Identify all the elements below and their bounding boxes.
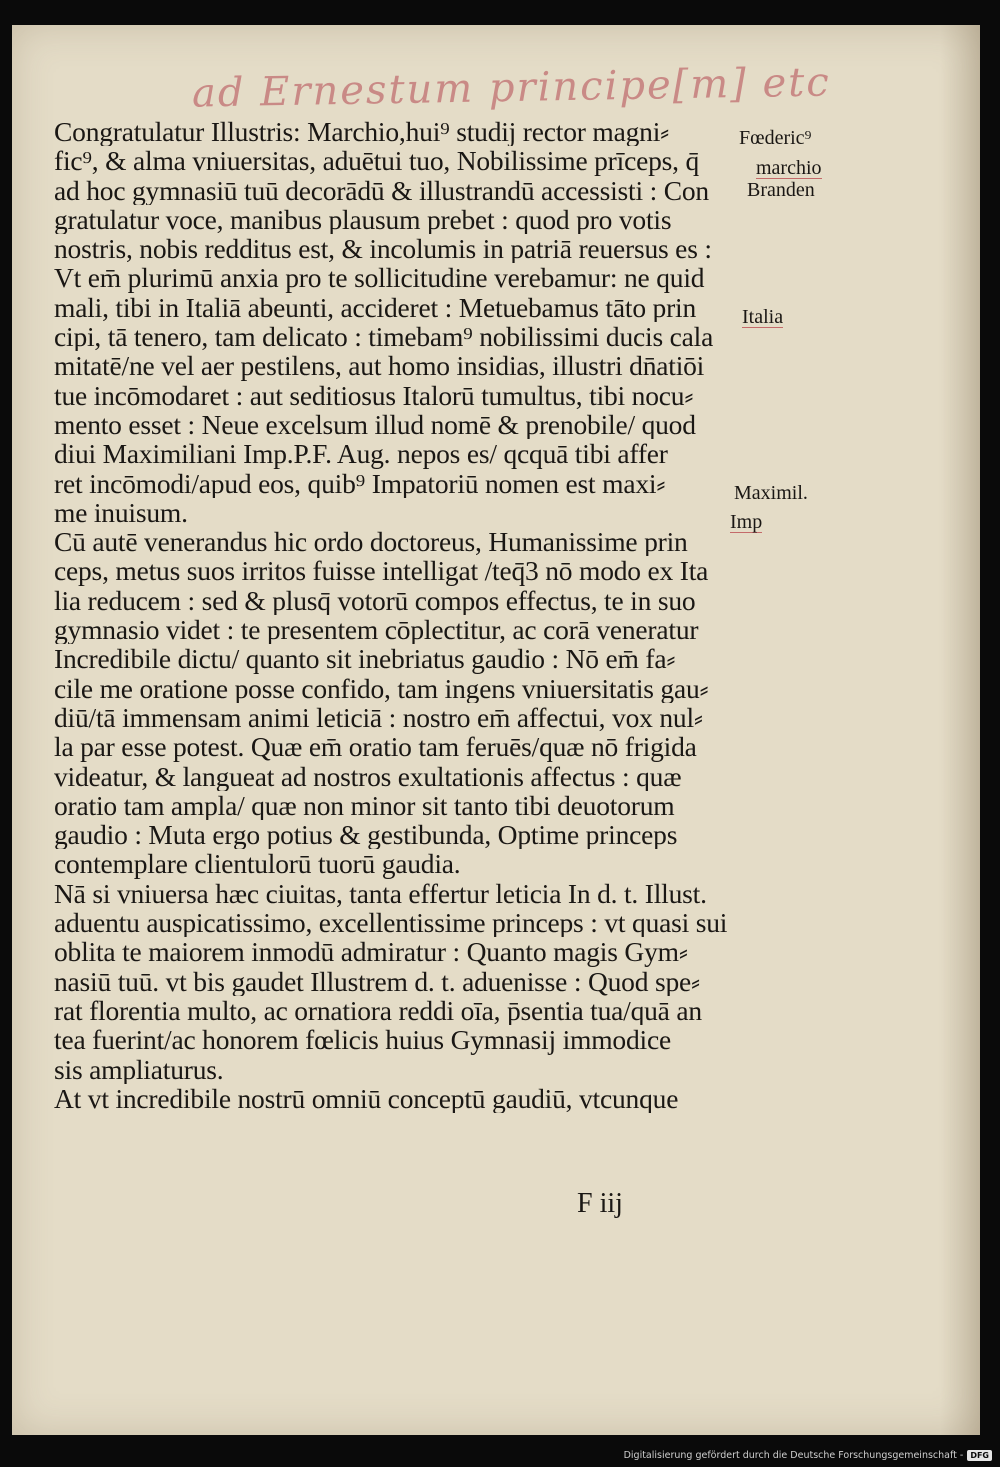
text-line: mali, tibi in Italiā abeunti, accideret : Metuebamus tāto prin [54, 292, 697, 323]
text-line: tea fuerint/ac honorem fœlicis huius Gymnasij immodice [54, 1025, 671, 1055]
margin-note-italia: Italia [742, 306, 784, 328]
text-line: me inuisum. [54, 497, 188, 528]
text-line: At vt incredibile nostrū omniū conceptū gaudiū, vtcunque [54, 1083, 679, 1114]
text-line: nostris, nobis redditus est, & incolumis in patriā reuersus es : [54, 234, 712, 264]
text-line: ret incōmodi/apud eos, quib⁹ Impatoriū nomen est maxi⸗ [54, 468, 666, 498]
text-line: ceps, metus suos irritos fuisse intelligat /teq̄3 nō modo ex Ita [54, 556, 709, 586]
text-line: mento esset : Neue excelsum illud nomē & prenobile/ quod [54, 409, 696, 440]
margin-note-imp: Imp [730, 511, 763, 533]
page-edge-shadow [940, 25, 980, 1435]
text-line: videatur, & langueat ad nostros exultationis affectus : quæ [54, 761, 682, 791]
body-text [54, 117, 774, 1113]
text-line: Cū autē venerandus hic ordo doctoreus, Humanissime prin [54, 527, 688, 557]
text-line: oblita te maiorem inmodū admiratur : Quanto magis Gym⸗ [54, 937, 688, 967]
text-line: tue incōmodaret : aut seditiosus Italorū tumultus, tibi nocu⸗ [54, 380, 694, 410]
margin-note-branden: Branden [747, 179, 815, 201]
text-line: ad hoc gymnasiū tuū decorādū & illustrandū accessisti : Con [54, 175, 709, 205]
text-line: sis ampliaturus. [54, 1054, 224, 1084]
footer-text: Digitalisierung gefördert durch die Deutsche Forschungsgemeinschaft - [623, 1450, 964, 1461]
dfg-logo-icon: DFG [967, 1450, 992, 1461]
text-line: aduentu auspicatissimo, excellentissime princeps : vt quasi sui [54, 908, 728, 938]
margin-note-marchio: marchio [756, 157, 822, 179]
text-line: cipi, tā tenero, tam delicato : timebam⁹ nobilissimi ducis cala [54, 322, 714, 352]
margin-note-maximil: Maximil. [734, 482, 808, 504]
text-line: gymnasio videt : te presentem cōplectitur, ac corā veneratur [54, 615, 699, 645]
signature-mark: F iij [577, 1188, 623, 1219]
text-line: diū/tā immensam animi leticiā : nostro em̄ affectui, vox nul⸗ [54, 702, 703, 733]
text-line: lia reducem : sed & plusq̄ votorū compos effectus, te in suo [54, 585, 696, 616]
text-line: cile me oratione posse confido, tam ingens vniuersitatis gau⸗ [54, 673, 709, 703]
text-line: contemplare clientulorū tuorū gaudia. [54, 849, 461, 879]
book-page [12, 25, 980, 1435]
handwritten-heading: ad Ernestum principe[m] etc [191, 59, 832, 117]
text-line: Congratulatur Illustris: Marchio,hui⁹ studij rector magni⸗ [54, 117, 670, 147]
text-line: mitatē/ne vel aer pestilens, aut homo insidias, illustri dn̄atiōi [54, 351, 705, 381]
text-line: gratulatur voce, manibus plausum prebet : quod pro votis [54, 204, 672, 235]
text-line: rat florentia multo, ac ornatiora reddi oīa, p̄sentia tua/quā an [54, 995, 702, 1026]
text-line: Nā si vniuersa hæc ciuitas, tanta effertur leticia In d. t. Illust. [54, 878, 707, 909]
text-line: Incredibile dictu/ quanto sit inebriatus gaudio : Nō em̄ fa⸗ [54, 644, 676, 674]
text-line: Vt em̄ plurimū anxia pro te sollicitudine verebamur: ne quid [54, 263, 705, 293]
margin-note-fodericus: Fœderic⁹ [739, 127, 812, 149]
text-line: diui Maximiliani Imp.P.F. Aug. nepos es/ qcquā tibi affer [54, 439, 668, 469]
text-line: oratio tam ampla/ quæ non minor sit tanto tibi deuotorum [54, 790, 675, 821]
text-line: fic⁹, & alma vniuersitas, aduētui tuo, Nobilissime prīceps, q̄ [54, 146, 700, 176]
text-line: nasiū tuū. vt bis gaudet Illustrem d. t. aduenisse : Quod spe⸗ [54, 966, 700, 996]
footer [624, 1450, 992, 1461]
text-line: gaudio : Muta ergo potius & gestibunda, Optime princeps [54, 820, 678, 850]
text-line: la par esse potest. Quæ em̄ oratio tam feruēs/quæ nō frigida [54, 732, 697, 762]
